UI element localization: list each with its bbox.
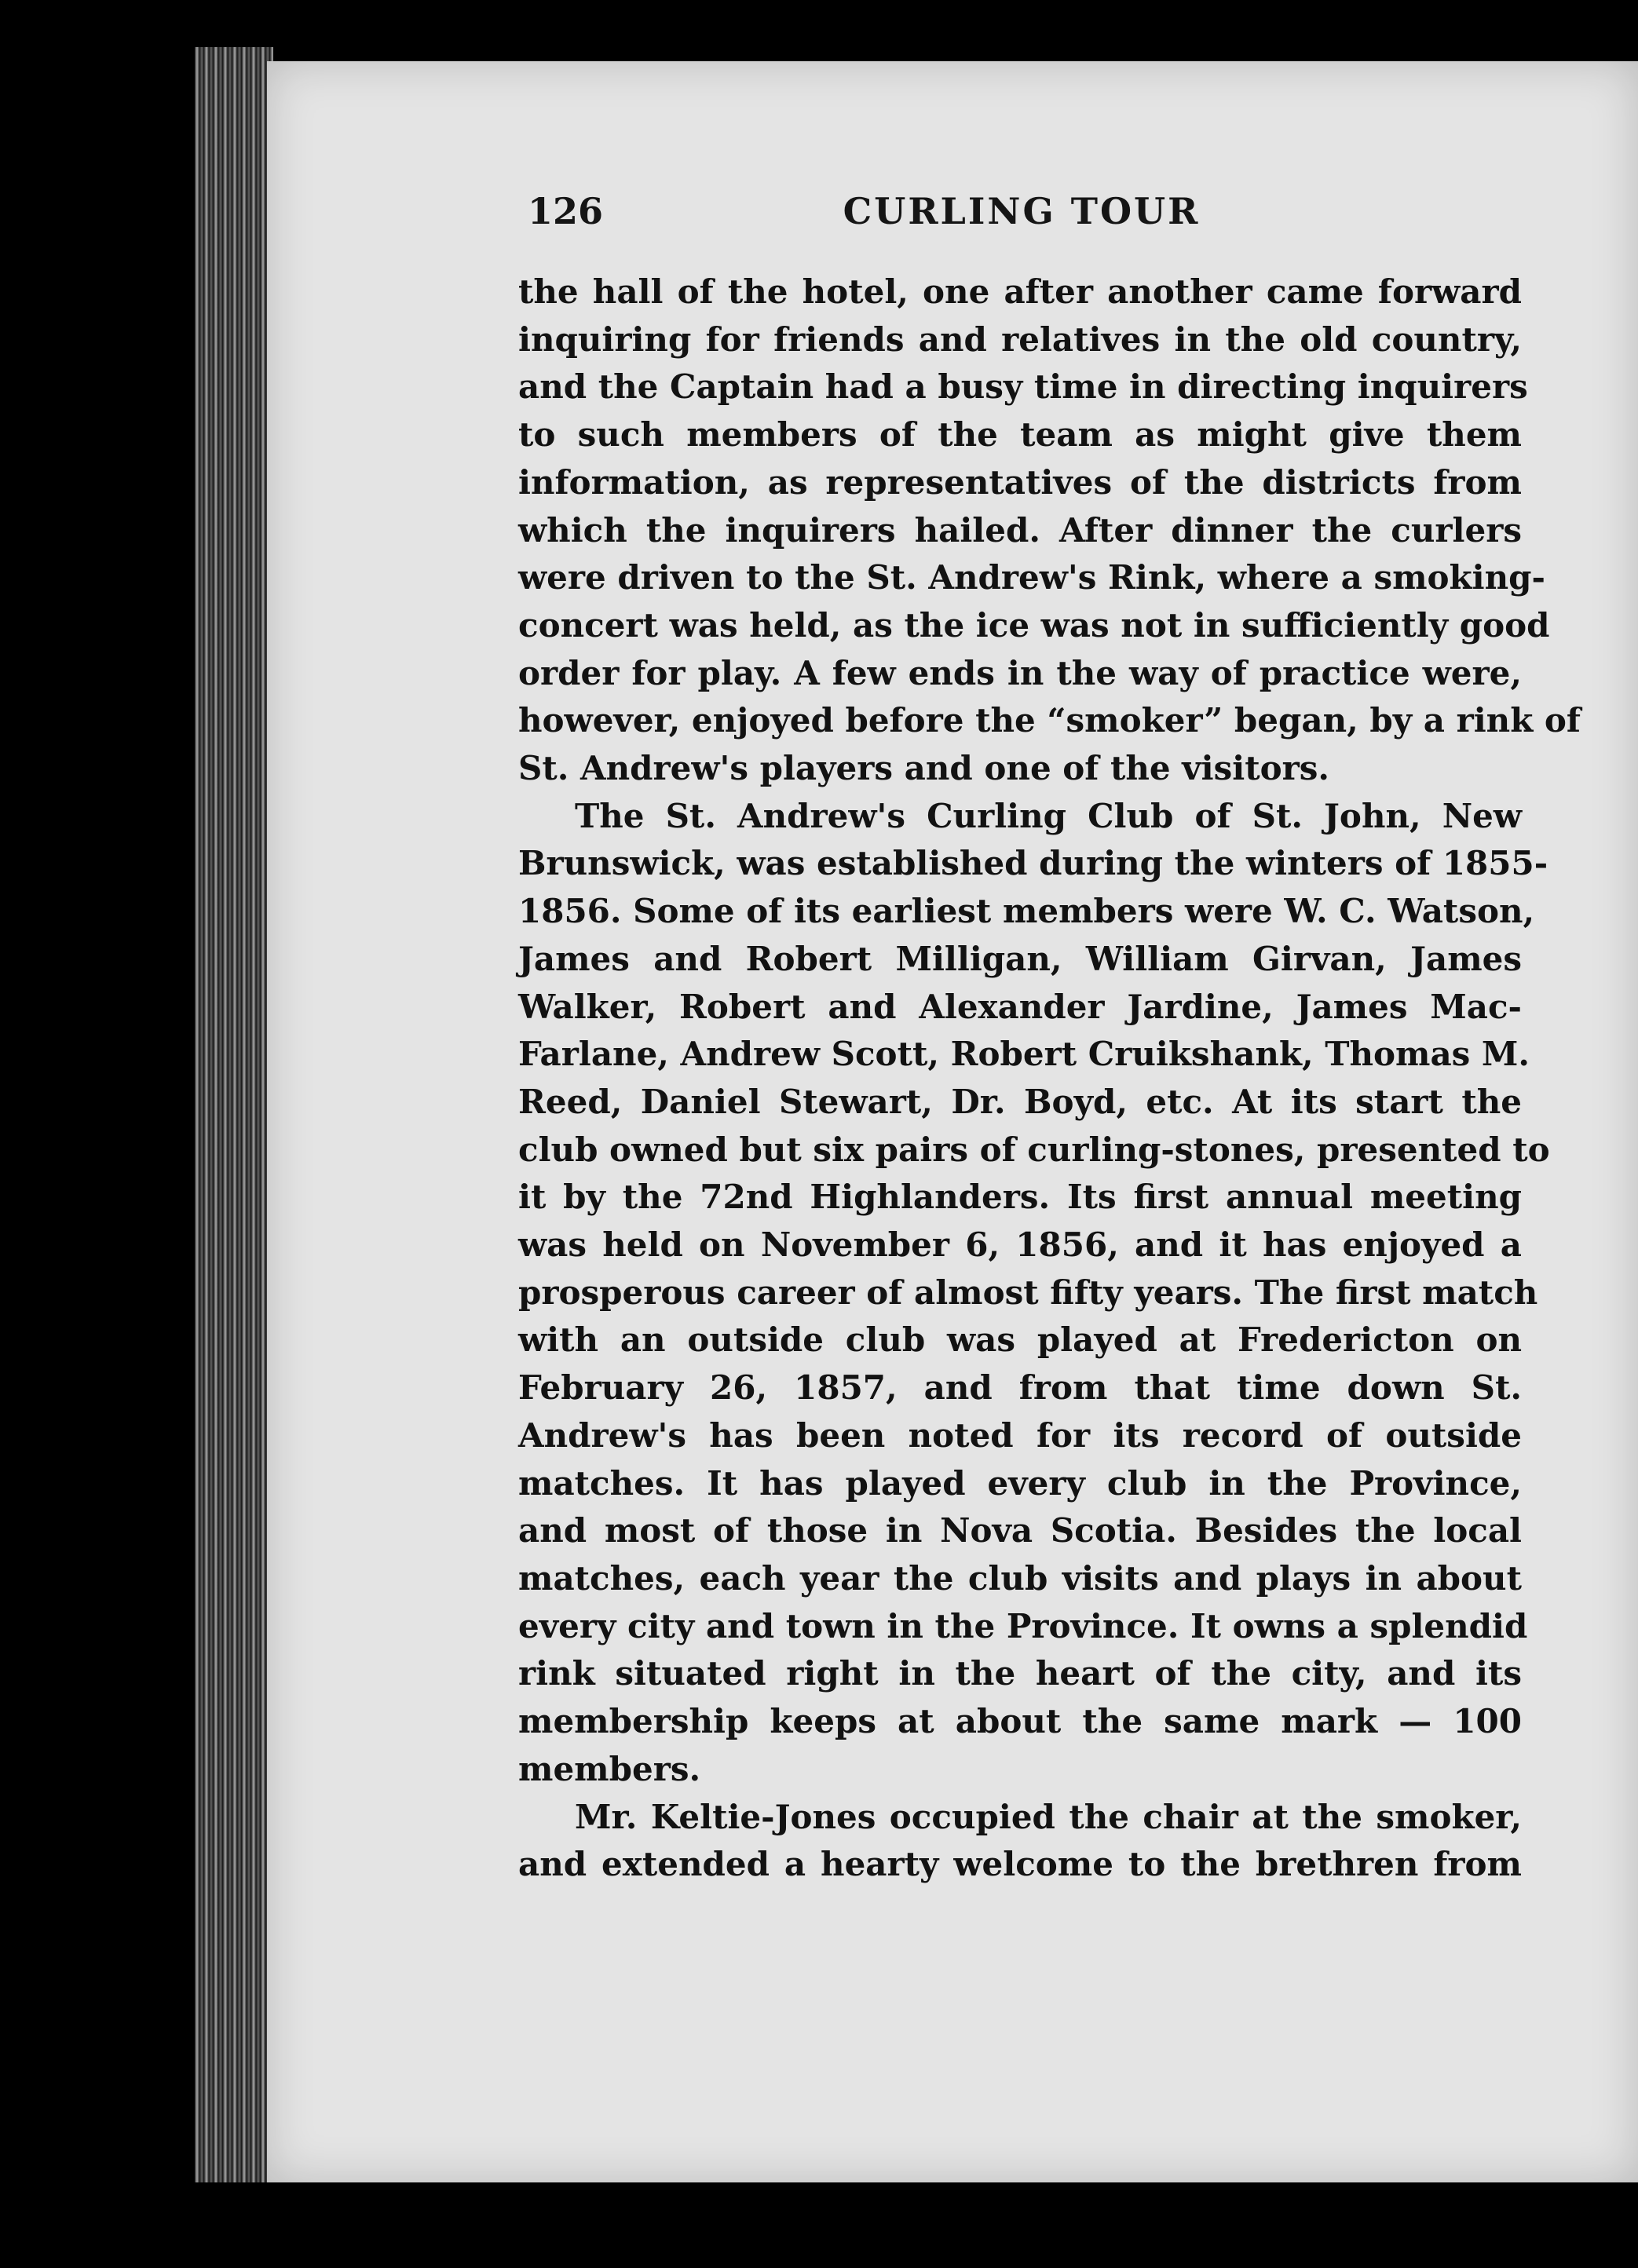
text-line: St. Andrew's players and one of the visitors.: [518, 749, 1330, 788]
text-line: Walker, Robert and Alexander Jardine, James Mac-: [518, 987, 1522, 1026]
text-line: the hall of the hotel, one after another came forward: [518, 272, 1522, 311]
text-line: and most of those in Nova Scotia. Besides the local: [518, 1511, 1522, 1550]
text-line: matches, each year the club visits and plays in about: [518, 1558, 1522, 1598]
page-number: 126: [528, 190, 604, 232]
text-line: Mr. Keltie-Jones occupied the chair at the smoker,: [575, 1797, 1522, 1836]
text-line: membership keeps at about the same mark — 100: [518, 1702, 1522, 1741]
text-line: inquiring for friends and relatives in the old country,: [518, 320, 1522, 359]
text-line: Reed, Daniel Stewart, Dr. Boyd, etc. At its start the: [518, 1082, 1522, 1121]
text-line: club owned but six pairs of curling-stones, presented to: [518, 1130, 1550, 1169]
text-line: prosperous career of almost fifty years. The first match: [518, 1273, 1538, 1312]
text-line: and the Captain had a busy time in directing inquirers: [518, 367, 1528, 407]
text-line: concert was held, as the ice was not in sufficiently good: [518, 605, 1550, 645]
text-line: it by the 72nd Highlanders. Its first annual meeting: [518, 1178, 1522, 1217]
text-line: and extended a hearty welcome to the brethren from: [518, 1845, 1522, 1884]
text-line: 1856. Some of its earliest members were W. C. Watson,: [518, 892, 1535, 931]
text-line: order for play. A few ends in the way of practice were,: [518, 653, 1522, 692]
running-head: [528, 190, 1516, 245]
text-line: members.: [518, 1749, 701, 1788]
text-line: was held on November 6, 1856, and it has enjoyed a: [518, 1225, 1522, 1265]
book-page-edges: [195, 47, 273, 2182]
running-title: CURLING TOUR: [843, 190, 1201, 232]
text-line: Farlane, Andrew Scott, Robert Cruikshank, Thomas M.: [518, 1035, 1530, 1074]
text-line: The St. Andrew's Curling Club of St. John, New: [575, 796, 1522, 835]
text-line: February 26, 1857, and from that time down St.: [518, 1368, 1522, 1408]
text-line: every city and town in the Province. It owns a splendid: [518, 1606, 1528, 1645]
text-line: with an outside club was played at Fredericton on: [518, 1320, 1522, 1360]
text-line: information, as representatives of the districts from: [518, 462, 1522, 502]
text-line: were driven to the St. Andrew's Rink, where a smoking-: [518, 558, 1545, 597]
text-line: however, enjoyed before the “smoker” began, by a rink of: [518, 701, 1581, 740]
text-line: which the inquirers hailed. After dinner the curlers: [518, 510, 1522, 550]
body-text: [518, 268, 1581, 1889]
text-line: James and Robert Milligan, William Girvan, James: [518, 939, 1522, 978]
text-line: to such members of the team as might give them: [518, 415, 1522, 455]
text-line: Brunswick, was established during the winters of 1855-: [518, 844, 1548, 883]
text-line: matches. It has played every club in the Province,: [518, 1463, 1522, 1503]
text-line: Andrew's has been noted for its record of outside: [518, 1415, 1522, 1455]
text-line: rink situated right in the heart of the city, and its: [518, 1654, 1522, 1693]
